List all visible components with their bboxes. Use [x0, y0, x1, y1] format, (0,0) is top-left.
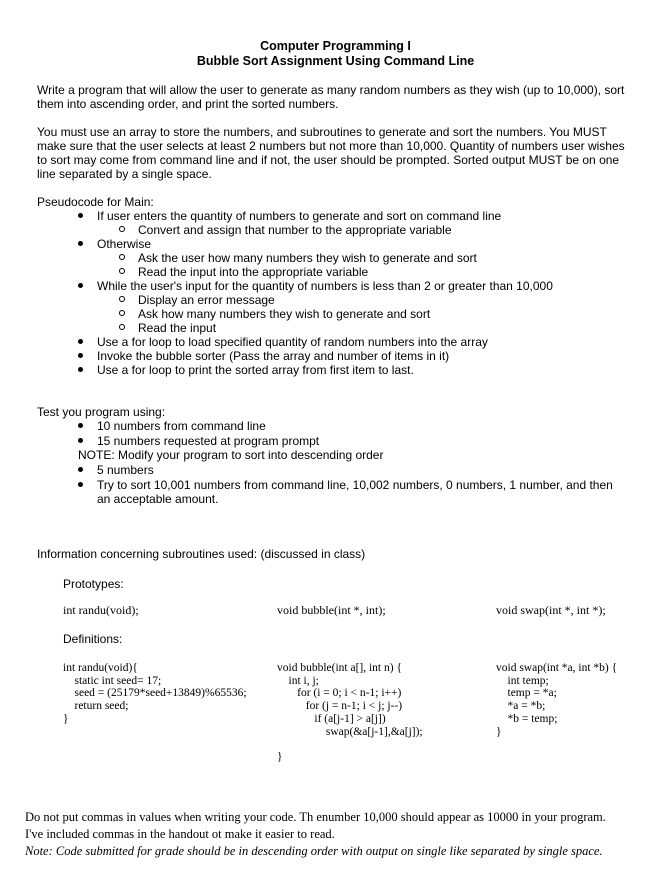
- randu-definition: int randu(void){ static int seed= 17; seed = (25179*seed+13849)%65536; return seed; }: [63, 662, 247, 725]
- course-title: Computer Programming I: [260, 39, 411, 53]
- test-item-continuation: an acceptable amount.: [97, 492, 219, 506]
- subroutines-heading: Information concerning subroutines used: (discussed in class): [37, 547, 366, 561]
- bullet-icon: [78, 213, 83, 218]
- pseudocode-item: Invoke the bubble sorter (Pass the array and number of items in it): [78, 349, 449, 363]
- bullet-icon: [78, 438, 83, 443]
- sub-bullet-icon: [119, 254, 125, 260]
- pseudocode-item: Use a for loop to print the sorted array from first item to last.: [78, 363, 414, 377]
- pseudocode-item: While the user's input for the quantity of numbers is less than 2 or greater than 10,000: [78, 279, 553, 293]
- bullet-icon: [78, 482, 83, 487]
- prototype-swap: void swap(int *, int *);: [496, 603, 606, 617]
- bullet-icon: [78, 423, 83, 428]
- intro-paragraph-2: You must use an array to store the numbers, and subroutines to generate and sort the numbers. You MUST make sure that the user selects at least 2 numbers but not more than 10,000. Quantity of numbers user wishes to sort may come from command line and if not, the user should be prompted. Sorted output MUST be on one line separated by a single space.: [37, 125, 625, 181]
- test-item: 5 numbers: [78, 463, 154, 477]
- pseudocode-subitem: Read the input: [119, 321, 216, 335]
- prototype-randu: int randu(void);: [63, 603, 139, 617]
- test-item: Try to sort 10,001 numbers from command line, 10,002 numbers, 0 numbers, 1 number, and then: [78, 478, 613, 492]
- pseudocode-heading: Pseudocode for Main:: [37, 195, 154, 209]
- sub-bullet-icon: [119, 226, 125, 232]
- pseudocode-subitem: Display an error message: [119, 293, 275, 307]
- sub-bullet-icon: [119, 324, 125, 330]
- bullet-icon: [78, 283, 83, 288]
- pseudocode-item: If user enters the quantity of numbers to generate and sort on command line: [78, 209, 501, 223]
- test-item: 15 numbers requested at program prompt: [78, 434, 319, 448]
- assignment-title: Bubble Sort Assignment Using Command Line: [196, 54, 475, 68]
- sub-bullet-icon: [119, 268, 125, 274]
- testing-note: NOTE: Modify your program to sort into descending order: [78, 448, 384, 462]
- test-item: 10 numbers from command line: [78, 419, 266, 433]
- footer-note-1: Do not put commas in values when writing your code. Th enumber 10,000 should appear as 10000 in your program.: [25, 810, 606, 824]
- swap-definition: void swap(int *a, int *b) { int temp; temp = *a; *a = *b; *b = temp; }: [496, 662, 618, 738]
- definitions-label: Definitions:: [63, 632, 123, 646]
- bullet-icon: [78, 467, 83, 472]
- sub-bullet-icon: [119, 296, 125, 302]
- pseudocode-item: Otherwise: [78, 237, 151, 251]
- pseudocode-subitem: Ask the user how many numbers they wish to generate and sort: [119, 251, 477, 265]
- sub-bullet-icon: [119, 310, 125, 316]
- intro-paragraph-1: Write a program that will allow the user to generate as many random numbers as they wish (up to 10,000), sort them into ascending order, and print the sorted numbers.: [37, 83, 625, 111]
- bubble-definition: void bubble(int a[], int n) { int i, j; for (i = 0; i < n-1; i++) for (j = n-1; i < j; j--) if (a[j-1] > a[j]) swap(&a[j-1],&a[j]); }: [277, 662, 423, 763]
- prototypes-label: Prototypes:: [63, 577, 124, 591]
- bullet-icon: [78, 353, 83, 358]
- pseudocode-subitem: Ask how many numbers they wish to generate and sort: [119, 307, 430, 321]
- bullet-icon: [78, 367, 83, 372]
- pseudocode-subitem: Read the input into the appropriate variable: [119, 265, 368, 279]
- footer-note-3: Note: Code submitted for grade should be in descending order with output on single like separated by single space.: [25, 844, 603, 858]
- pseudocode-subitem: Convert and assign that number to the appropriate variable: [119, 223, 452, 237]
- prototype-bubble: void bubble(int *, int);: [277, 603, 386, 617]
- footer-note-2: I've included commas in the handout ot make it easier to read.: [25, 827, 335, 841]
- pseudocode-item: Use a for loop to load specified quantity of random numbers into the array: [78, 335, 488, 349]
- testing-heading: Test you program using:: [37, 405, 166, 419]
- bullet-icon: [78, 339, 83, 344]
- bullet-icon: [78, 241, 83, 246]
